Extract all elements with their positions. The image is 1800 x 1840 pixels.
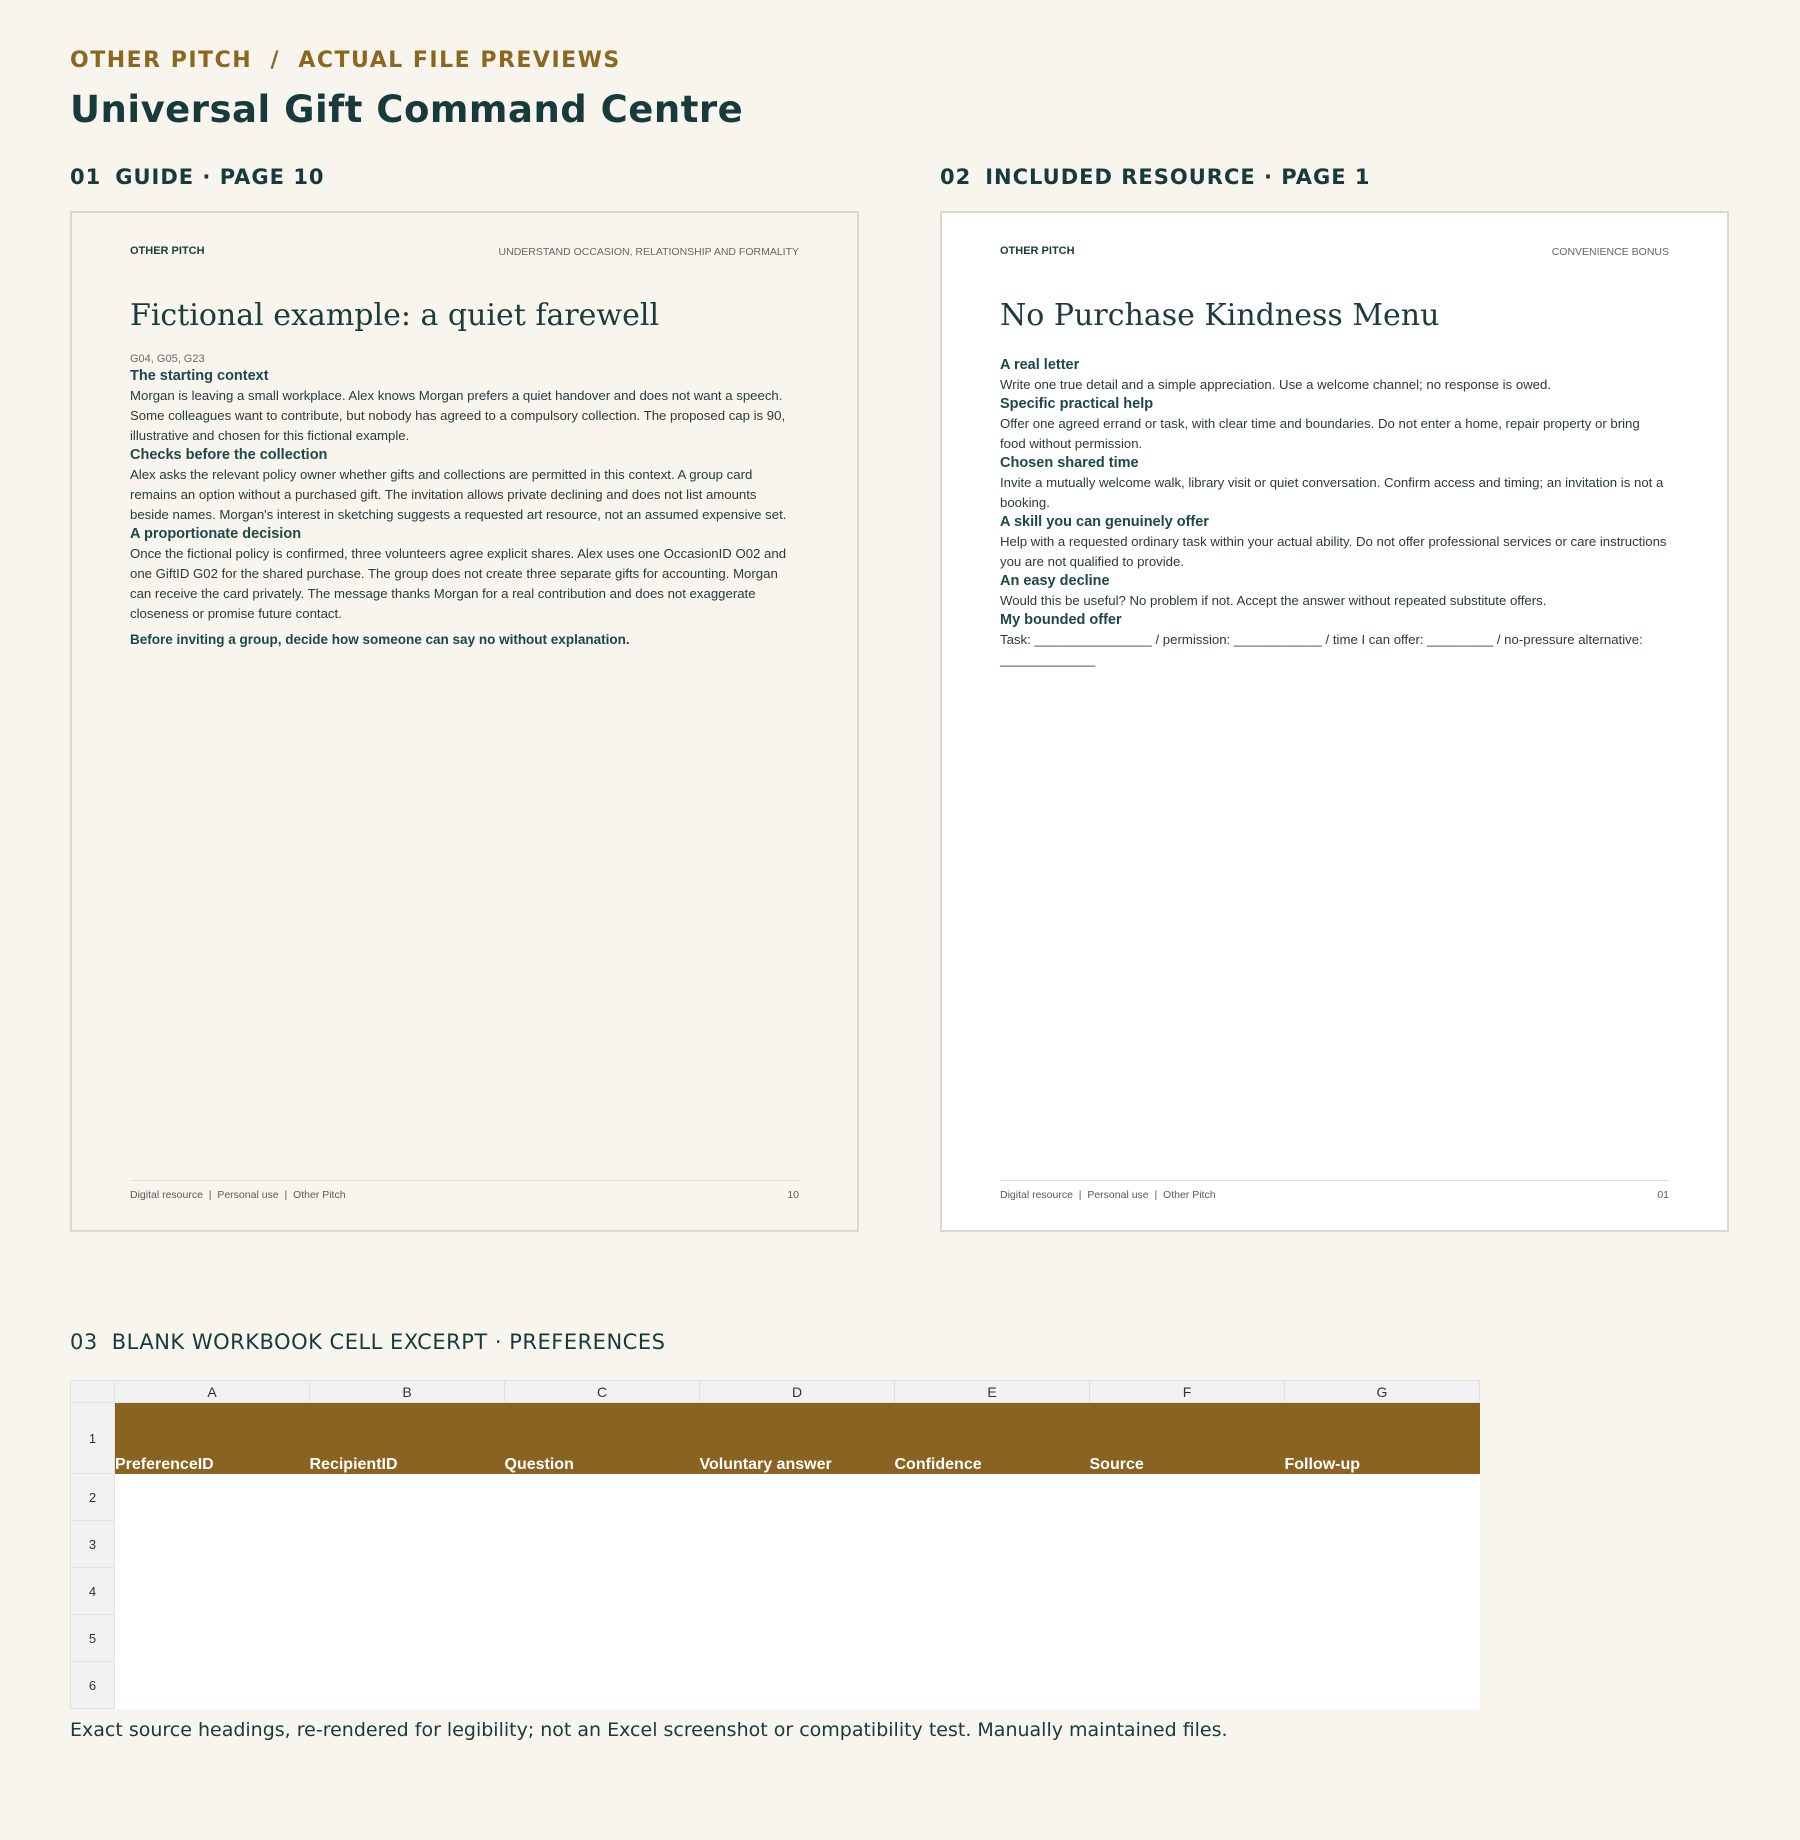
footer-text: Digital resource | Personal use | Other Pitch (130, 1189, 346, 1201)
empty-cell (1090, 1474, 1285, 1521)
workbook-number: 03 (70, 1330, 98, 1354)
empty-cell (505, 1568, 700, 1615)
section-heading: Chosen shared time (1000, 455, 1139, 471)
empty-cell (895, 1474, 1090, 1521)
row-number: 2 (71, 1474, 115, 1521)
row-number: 4 (71, 1568, 115, 1615)
section-heading: My bounded offer (1000, 612, 1122, 628)
doc-body (130, 353, 799, 647)
header-cell: PreferenceID (115, 1403, 310, 1474)
empty-cell (895, 1615, 1090, 1662)
page-number: 01 (1657, 1189, 1669, 1201)
header-cell: Voluntary answer (700, 1403, 895, 1474)
section-body: Would this be useful? No problem if not. Accept the answer without repeated substitute offers. (1000, 593, 1547, 608)
empty-cell (505, 1521, 700, 1568)
closing-line: Before inviting a group, decide how someone can say no without explanation. (130, 632, 630, 647)
empty-cell (700, 1615, 895, 1662)
empty-cell (700, 1662, 895, 1709)
page-title: Universal Gift Command Centre (70, 88, 744, 131)
section-body: Help with a requested ordinary task within your actual ability. Do not offer professional services or care instructions you are not qualified to provide. (1000, 534, 1667, 569)
preview-2-number: 02 (940, 165, 972, 189)
page-number: 10 (787, 1189, 799, 1201)
empty-cell (115, 1662, 310, 1709)
row-number: 6 (71, 1662, 115, 1709)
empty-cell (1285, 1662, 1480, 1709)
header-cell: Follow-up (1285, 1403, 1480, 1474)
empty-cell (1285, 1568, 1480, 1615)
empty-cell (115, 1521, 310, 1568)
workbook-label: BLANK WORKBOOK CELL EXCERPT · PREFERENCES (111, 1330, 666, 1354)
footer-divider (130, 1180, 799, 1181)
row-number: 3 (71, 1521, 115, 1568)
preview-1-heading (70, 165, 325, 189)
column-letter: B (310, 1381, 505, 1403)
doc-title: No Purchase Kindness Menu (1000, 298, 1440, 333)
doc-tag: CONVENIENCE BONUS (1551, 246, 1669, 258)
empty-cell (895, 1662, 1090, 1709)
workbook-note: Exact source headings, re-rendered for legibility; not an Excel screenshot or compatibility test. Manually maintained files. (70, 1719, 1228, 1741)
doc-tag: UNDERSTAND OCCASION, RELATIONSHIP AND FORMALITY (498, 246, 799, 258)
column-letter: G (1285, 1381, 1480, 1403)
empty-cell (505, 1615, 700, 1662)
kicker-section: ACTUAL FILE PREVIEWS (298, 48, 621, 73)
resource-page-preview (940, 211, 1729, 1232)
kicker-separator: / (270, 48, 280, 73)
empty-cell (505, 1662, 700, 1709)
empty-cell (310, 1568, 505, 1615)
footer-text: Digital resource | Personal use | Other Pitch (1000, 1189, 1216, 1201)
section-heading: The starting context (130, 368, 269, 384)
section-body: Alex asks the relevant policy owner whether gifts and collections are permitted in this context. A group card remains an option without a purchased gift. The invitation allows private declining and does not list amounts beside names. Morgan's interest in sketching suggests a requested art resource, not an assumed expensive set. (130, 467, 787, 522)
row-number: 1 (71, 1403, 115, 1474)
guide-page-preview (70, 211, 859, 1232)
column-letter: F (1090, 1381, 1285, 1403)
preview-2-heading (940, 165, 1371, 189)
doc-brand: OTHER PITCH (1000, 245, 1075, 257)
data-row (71, 1474, 1480, 1521)
section-heading: A proportionate decision (130, 526, 302, 542)
empty-cell (700, 1521, 895, 1568)
empty-cell (1090, 1662, 1285, 1709)
empty-cell (115, 1615, 310, 1662)
doc-body (1000, 356, 1669, 670)
data-row (71, 1615, 1480, 1662)
kicker (70, 48, 621, 73)
section-heading: Checks before the collection (130, 447, 328, 463)
footer-divider (1000, 1180, 1669, 1181)
empty-cell (310, 1662, 505, 1709)
section-body: Once the fictional policy is confirmed, three volunteers agree explicit shares. Alex uses one OccasionID O02 and one GiftID G02 for the shared purchase. The group does not create three separate gifts for accounting. Morgan can receive the card privately. The message thanks Morgan for a real contribution and does not exaggerate closeness or promise future contact. (130, 546, 787, 621)
sheet-corner (71, 1381, 115, 1403)
empty-cell (1090, 1568, 1285, 1615)
preview-1-number: 01 (70, 165, 102, 189)
section-body: Offer one agreed errand or task, with clear time and boundaries. Do not enter a home, repair property or bring food without permission. (1000, 416, 1640, 451)
data-row (71, 1662, 1480, 1709)
header-row (71, 1403, 1480, 1474)
preview-2-label: INCLUDED RESOURCE · PAGE 1 (985, 165, 1371, 189)
empty-cell (310, 1615, 505, 1662)
doc-title: Fictional example: a quiet farewell (130, 298, 660, 333)
empty-cell (505, 1474, 700, 1521)
column-letter: A (115, 1381, 310, 1403)
workbook-sheet (70, 1380, 1480, 1709)
empty-cell (115, 1568, 310, 1615)
empty-cell (310, 1474, 505, 1521)
column-letter: E (895, 1381, 1090, 1403)
empty-cell (1090, 1615, 1285, 1662)
empty-cell (1285, 1521, 1480, 1568)
empty-cell (1285, 1474, 1480, 1521)
empty-cell (1285, 1615, 1480, 1662)
header-cell: Confidence (895, 1403, 1090, 1474)
section-heading: Specific practical help (1000, 396, 1154, 412)
preview-1-label: GUIDE · PAGE 10 (115, 165, 325, 189)
row-number: 5 (71, 1615, 115, 1662)
section-heading: A skill you can genuinely offer (1000, 514, 1209, 530)
section-body: Invite a mutually welcome walk, library visit or quiet conversation. Confirm access and timing; an invitation is not a booking. (1000, 475, 1664, 510)
empty-cell (700, 1568, 895, 1615)
section-body: Write one true detail and a simple appreciation. Use a welcome channel; no response is owed. (1000, 377, 1552, 392)
column-letter-row (71, 1381, 1480, 1403)
empty-cell (895, 1521, 1090, 1568)
kicker-brand: OTHER PITCH (70, 48, 253, 73)
empty-cell (1090, 1521, 1285, 1568)
header-cell: RecipientID (310, 1403, 505, 1474)
column-letter: D (700, 1381, 895, 1403)
workbook-heading (70, 1330, 665, 1354)
empty-cell (700, 1474, 895, 1521)
empty-cell (115, 1474, 310, 1521)
empty-cell (310, 1521, 505, 1568)
data-row (71, 1568, 1480, 1615)
header-cell: Question (505, 1403, 700, 1474)
section-heading: An easy decline (1000, 573, 1110, 589)
section-heading: A real letter (1000, 357, 1080, 373)
header-cell: Source (1090, 1403, 1285, 1474)
section-body: Morgan is leaving a small workplace. Alex knows Morgan prefers a quiet handover and does not want a speech. Some colleagues want to contribute, but nobody has agreed to a compulsory collection. The proposed cap is 90, illustrative and chosen for this fictional example. (130, 388, 786, 443)
data-row (71, 1521, 1480, 1568)
doc-brand: OTHER PITCH (130, 245, 205, 257)
column-letter: C (505, 1381, 700, 1403)
guide-codes: G04, G05, G23 (130, 353, 205, 365)
empty-cell (895, 1568, 1090, 1615)
section-body: Task: ________________ / permission: ____________ / time I can offer: _________ / no-pressure alternative: _____________ (1000, 632, 1643, 667)
